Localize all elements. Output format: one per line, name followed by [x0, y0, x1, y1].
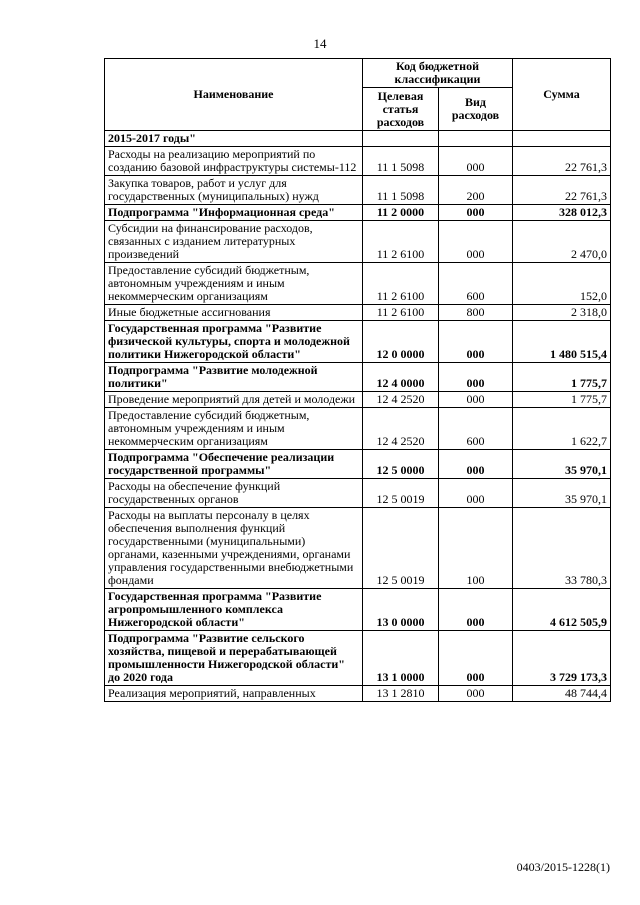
- header-budget-code: Код бюджетной классификации: [363, 59, 513, 88]
- cell-expense-type: 000: [439, 221, 513, 263]
- cell-expense-type: 200: [439, 176, 513, 205]
- table-row: [105, 631, 611, 686]
- cell-target-code: 12 5 0019: [363, 508, 439, 589]
- header-name: Наименование: [105, 59, 363, 131]
- cell-target-code: 12 4 2520: [363, 408, 439, 450]
- cell-name: Государственная программа "Развитие физической культуры, спорта и молодежной политики Нижегородской области": [105, 321, 363, 363]
- cell-expense-type: 600: [439, 263, 513, 305]
- cell-sum: 33 780,3: [513, 508, 611, 589]
- table-row: [105, 479, 611, 508]
- cell-expense-type: 000: [439, 589, 513, 631]
- header-type: Вид расходов: [439, 88, 513, 131]
- cell-expense-type: 000: [439, 147, 513, 176]
- cell-sum: 22 761,3: [513, 147, 611, 176]
- cell-name: Государственная программа "Развитие агропромышленного комплекса Нижегородской области": [105, 589, 363, 631]
- table-row: [105, 450, 611, 479]
- cell-name: Проведение мероприятий для детей и молодежи: [105, 392, 363, 408]
- cell-target-code: 12 5 0019: [363, 479, 439, 508]
- table-row: [105, 392, 611, 408]
- cell-sum: 2 318,0: [513, 305, 611, 321]
- cell-name: 2015-2017 годы": [105, 131, 363, 147]
- cell-name: Предоставление субсидий бюджетным, автономным учреждениям и иным некоммерческим организациям: [105, 408, 363, 450]
- table-row: [105, 686, 611, 702]
- cell-expense-type: 000: [439, 631, 513, 686]
- table-row: [105, 408, 611, 450]
- cell-sum: 1 622,7: [513, 408, 611, 450]
- cell-target-code: 12 5 0000: [363, 450, 439, 479]
- cell-expense-type: [439, 131, 513, 147]
- cell-name: Расходы на обеспечение функций государственных органов: [105, 479, 363, 508]
- table-row: [105, 263, 611, 305]
- header-target: Целевая статья расходов: [363, 88, 439, 131]
- cell-name: Расходы на реализацию мероприятий по созданию базовой инфраструктуры системы-112: [105, 147, 363, 176]
- budget-table: [104, 58, 611, 702]
- cell-target-code: 12 4 2520: [363, 392, 439, 408]
- cell-target-code: 11 1 5098: [363, 176, 439, 205]
- cell-sum: 3 729 173,3: [513, 631, 611, 686]
- table-row: [105, 147, 611, 176]
- cell-name: Расходы на выплаты персоналу в целях обеспечения выполнения функций государственными (муниципальными) органами, казенными учреждениями, органами управления государственными внебюджетными фондами: [105, 508, 363, 589]
- cell-expense-type: 000: [439, 392, 513, 408]
- cell-sum: 35 970,1: [513, 479, 611, 508]
- table-row: [105, 508, 611, 589]
- cell-target-code: [363, 131, 439, 147]
- cell-expense-type: 000: [439, 686, 513, 702]
- cell-target-code: 11 2 6100: [363, 221, 439, 263]
- cell-name: Закупка товаров, работ и услуг для государственных (муниципальных) нужд: [105, 176, 363, 205]
- cell-name: Подпрограмма "Развитие сельского хозяйства, пищевой и перерабатывающей промышленности Нижегородской области" до 2020 года: [105, 631, 363, 686]
- cell-name: Субсидии на финансирование расходов, связанных с изданием литературных произведений: [105, 221, 363, 263]
- table-row: [105, 589, 611, 631]
- cell-target-code: 11 2 0000: [363, 205, 439, 221]
- cell-sum: 48 744,4: [513, 686, 611, 702]
- cell-name: Подпрограмма "Развитие молодежной политики": [105, 363, 363, 392]
- table-row: [105, 205, 611, 221]
- cell-target-code: 13 0 0000: [363, 589, 439, 631]
- cell-target-code: 11 2 6100: [363, 263, 439, 305]
- table-row: [105, 131, 611, 147]
- cell-sum: 1 775,7: [513, 392, 611, 408]
- cell-expense-type: 100: [439, 508, 513, 589]
- cell-name: Иные бюджетные ассигнования: [105, 305, 363, 321]
- cell-expense-type: 000: [439, 321, 513, 363]
- table-row: [105, 176, 611, 205]
- table-row: [105, 363, 611, 392]
- cell-name: Подпрограмма "Информационная среда": [105, 205, 363, 221]
- cell-target-code: 12 4 0000: [363, 363, 439, 392]
- cell-name: Предоставление субсидий бюджетным, автономным учреждениям и иным некоммерческим организациям: [105, 263, 363, 305]
- cell-sum: [513, 131, 611, 147]
- cell-expense-type: 000: [439, 450, 513, 479]
- cell-sum: 4 612 505,9: [513, 589, 611, 631]
- cell-target-code: 12 0 0000: [363, 321, 439, 363]
- cell-target-code: 11 1 5098: [363, 147, 439, 176]
- cell-name: Реализация мероприятий, направленных: [105, 686, 363, 702]
- cell-sum: 1 775,7: [513, 363, 611, 392]
- table-row: [105, 305, 611, 321]
- cell-expense-type: 600: [439, 408, 513, 450]
- cell-sum: 1 480 515,4: [513, 321, 611, 363]
- cell-sum: 35 970,1: [513, 450, 611, 479]
- cell-expense-type: 000: [439, 205, 513, 221]
- document-code: 0403/2015-1228(1): [516, 860, 610, 874]
- cell-sum: 152,0: [513, 263, 611, 305]
- cell-name: Подпрограмма "Обеспечение реализации государственной программы": [105, 450, 363, 479]
- cell-target-code: 13 1 2810: [363, 686, 439, 702]
- cell-target-code: 13 1 0000: [363, 631, 439, 686]
- header-sum: Сумма: [513, 59, 611, 131]
- table-body: [105, 131, 611, 702]
- cell-expense-type: 800: [439, 305, 513, 321]
- cell-sum: 328 012,3: [513, 205, 611, 221]
- table-row: [105, 321, 611, 363]
- cell-sum: 22 761,3: [513, 176, 611, 205]
- cell-expense-type: 000: [439, 363, 513, 392]
- cell-target-code: 11 2 6100: [363, 305, 439, 321]
- cell-sum: 2 470,0: [513, 221, 611, 263]
- cell-expense-type: 000: [439, 479, 513, 508]
- table-row: [105, 221, 611, 263]
- page-number: 14: [313, 36, 327, 51]
